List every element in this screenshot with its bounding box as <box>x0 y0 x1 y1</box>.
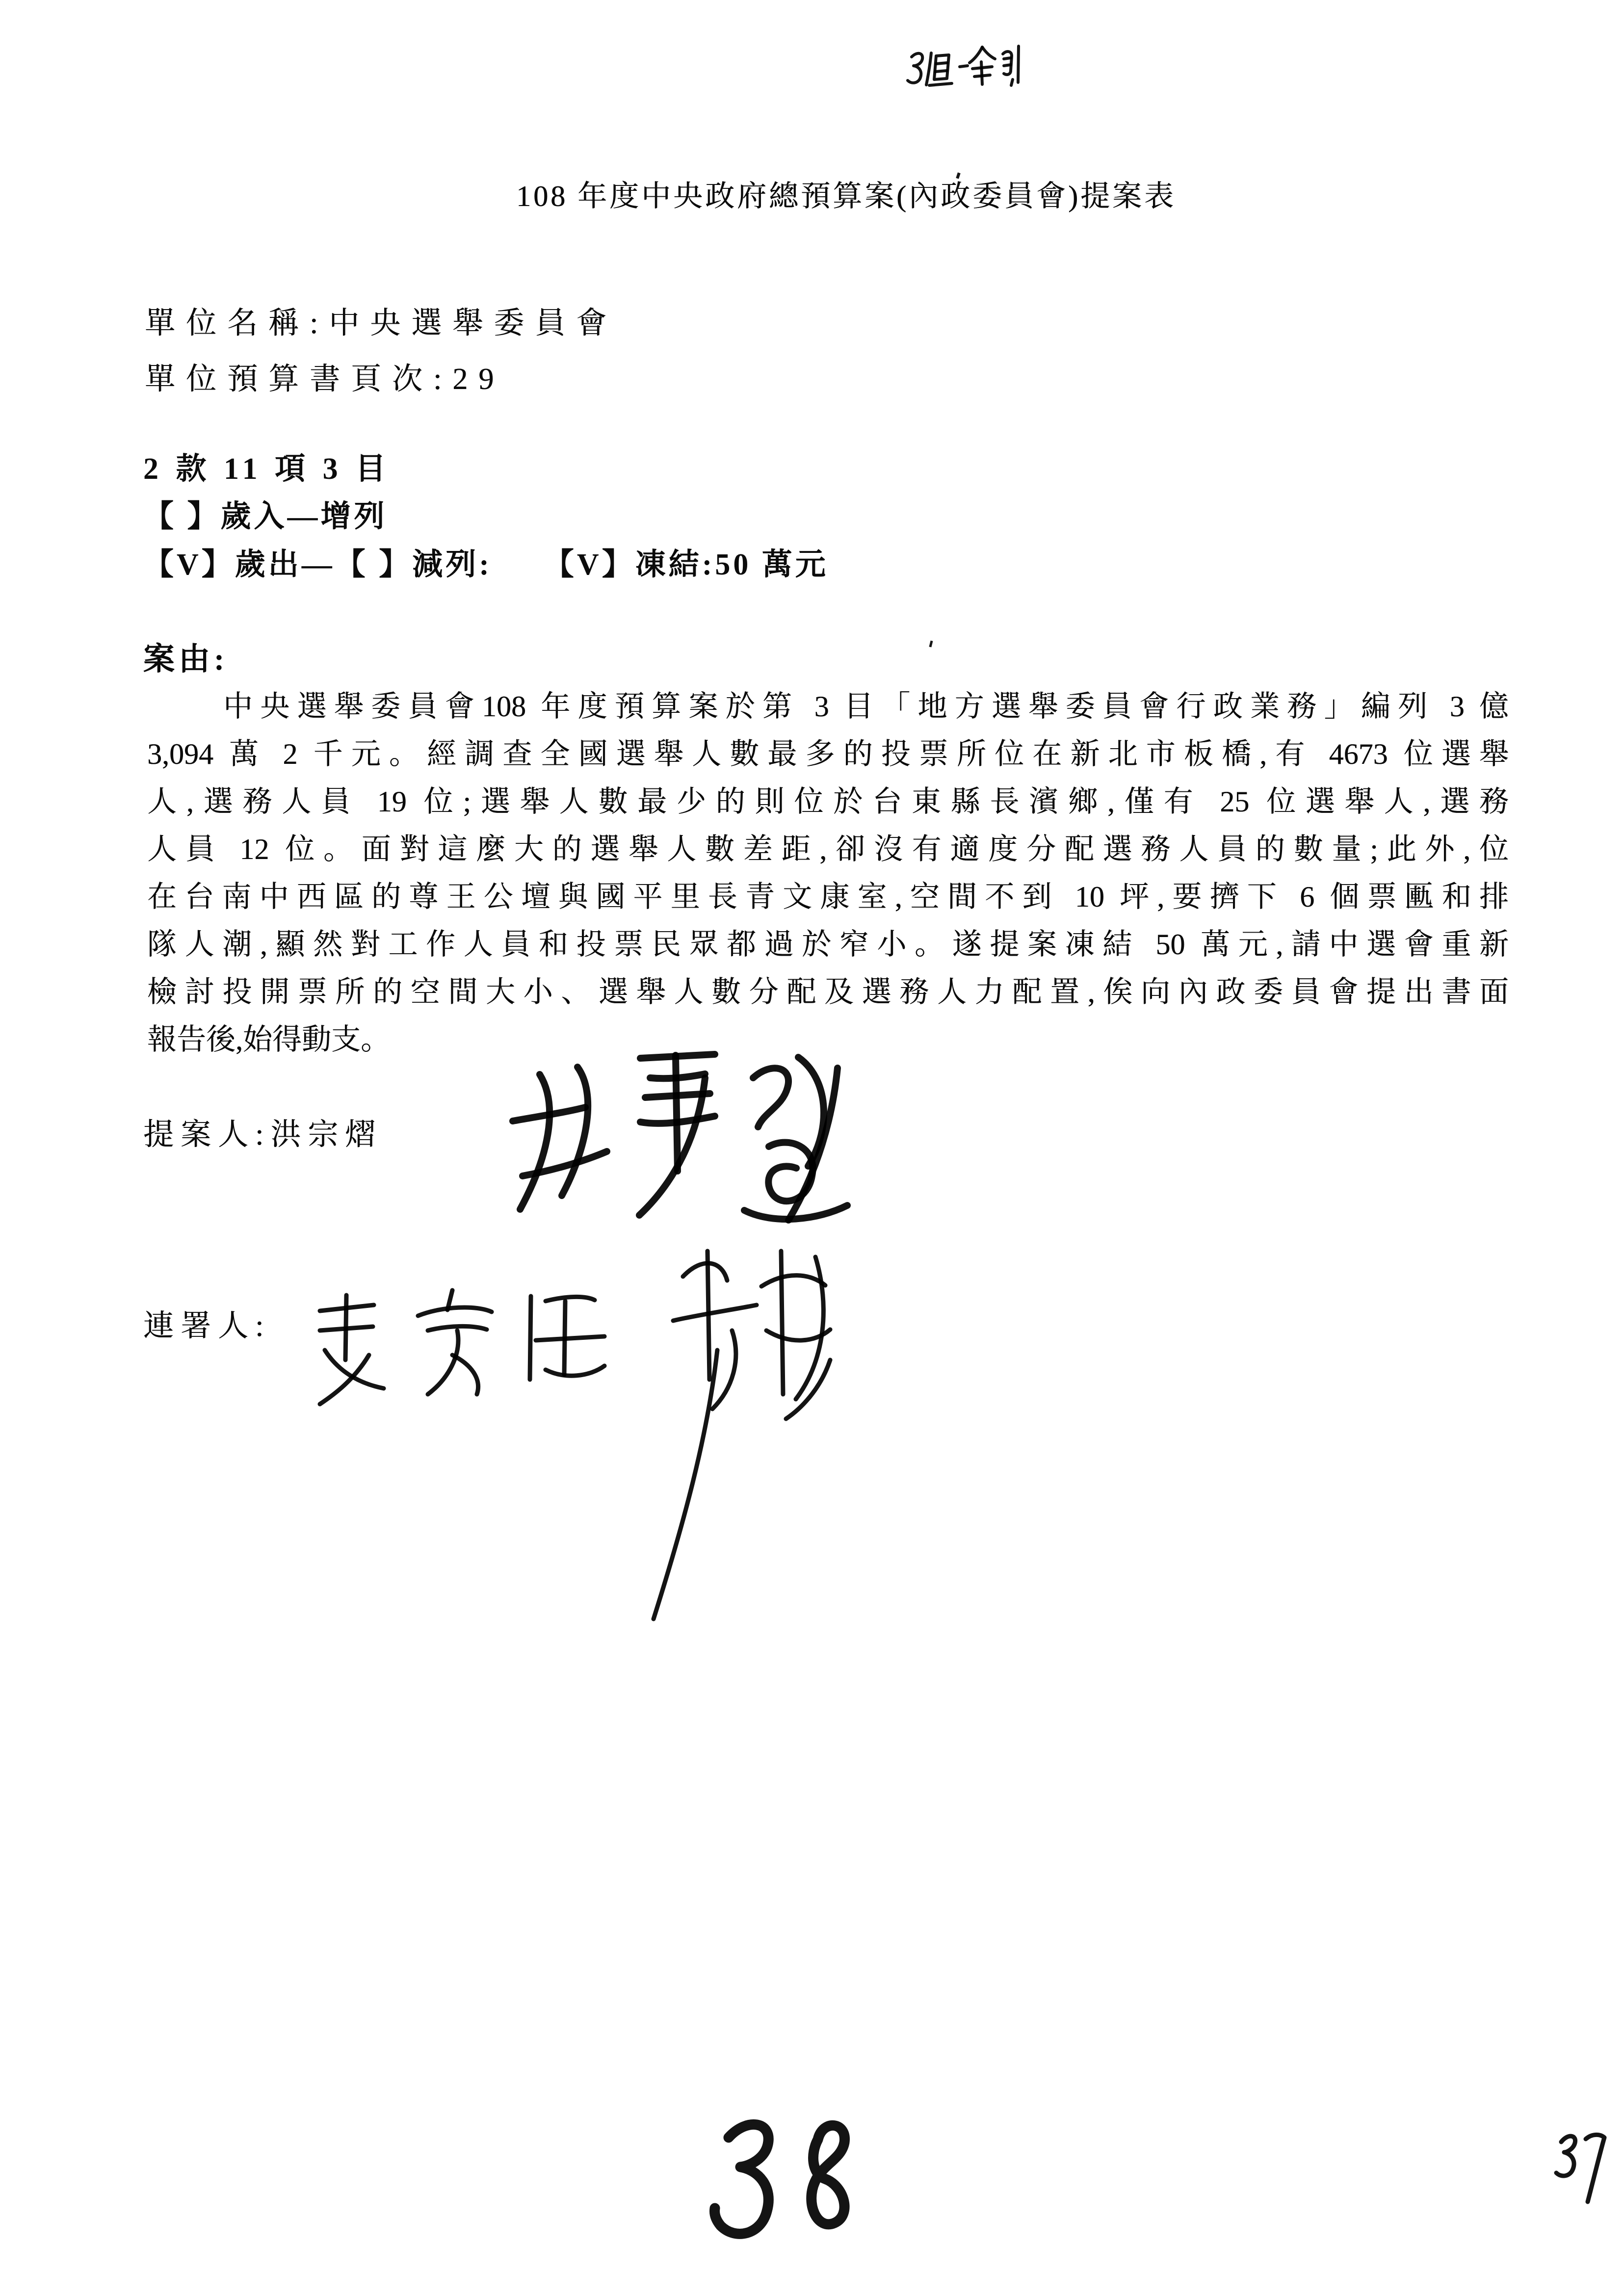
case-line: 檢討投開票所的空間大小、選舉人數分配及選務人力配置,俟向內政委員會提出書面 <box>147 976 1509 1008</box>
signature-hong-zong-yi-icon <box>493 1047 886 1249</box>
case-line: 報告後,始得動支。 <box>147 1023 390 1056</box>
case-line: 中央選舉委員會108 年度預算案於第 3 目「地方選舉委員會行政業務」編列 3 億 <box>223 690 1509 723</box>
proposer-label: 提案人: <box>143 1118 271 1151</box>
case-line: 人,選務人員 19 位;選舉人數最少的則位於台東縣長濱鄉,僅有 25 位選舉人,選務 <box>147 785 1509 818</box>
unit-name-line: 單位名稱:中央選舉委員會 <box>145 307 618 340</box>
case-line: 3,094 萬 2 千元。經調查全國選舉人數最多的投票所位在新北市板橋,有 4673 位選舉 <box>147 738 1509 770</box>
cosigner-label: 連署人: <box>143 1309 271 1343</box>
cosigner-row <box>143 1301 270 1345</box>
handwritten-page-number-corner-icon <box>1545 2119 1619 2210</box>
case-body <box>147 683 1509 1064</box>
case-line: 隊人潮,顯然對工作人員和投票民眾都過於窄小。遂提案凍結 50 萬元,請中選會重新 <box>147 928 1509 961</box>
scan-speck <box>929 641 933 648</box>
document-title: 108 年度中央政府總預算案(內政委員會)提案表 <box>516 180 1176 212</box>
case-line: 在台南中西區的尊王公壇與國平里長青文康室,空間不到 10 坪,要擠下 6 個票匭和排 <box>147 881 1509 913</box>
budget-item-line: 2 款 11 項 3 目 <box>143 452 391 486</box>
budget-book-page-line: 單位預算書頁次:29 <box>145 363 505 396</box>
proposer-name: 洪宗熠 <box>270 1118 383 1151</box>
case-label: 案由: <box>143 642 229 677</box>
revenue-checkbox-line: 【 】歲入—增列 <box>143 500 388 533</box>
handwritten-page-number-center-icon <box>694 2107 856 2279</box>
cosigner-signatures-icon <box>289 1231 917 1644</box>
handwritten-note-icon <box>898 38 1025 97</box>
proposer-row <box>143 1110 382 1153</box>
expenditure-checkbox-line: 【V】歲出—【 】減列: 【V】凍結:50 萬元 <box>143 548 829 581</box>
case-line: 人員 12 位。面對這麼大的選舉人數差距,卻沒有適度分配選務人員的數量;此外,位 <box>147 833 1509 865</box>
